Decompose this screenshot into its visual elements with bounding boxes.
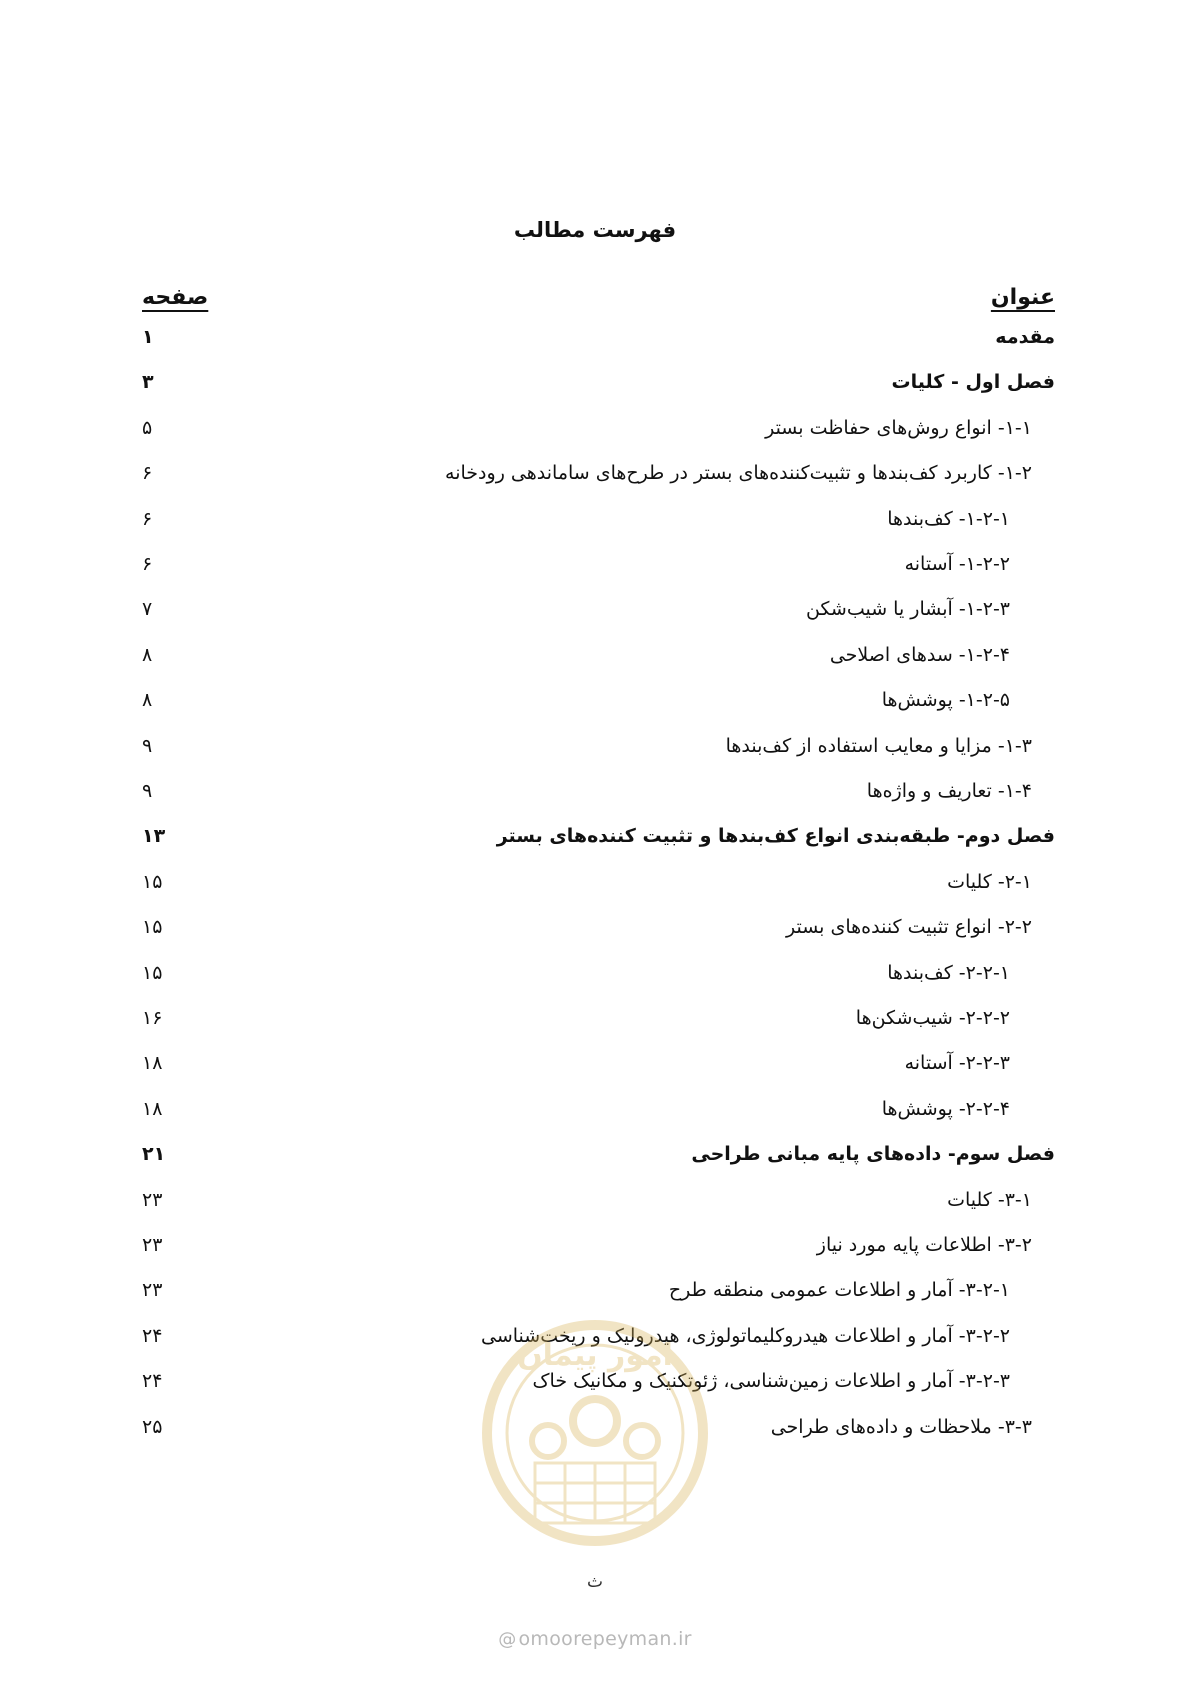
toc-entry-title: ۲-۲-۴- پوشش‌ها <box>881 1097 1010 1120</box>
toc-entry-page: ۸ <box>142 643 153 666</box>
at-sign-icon: @ <box>498 1629 517 1650</box>
toc-entry <box>0 962 1190 992</box>
toc-entry-page: ۲۴ <box>142 1324 163 1347</box>
toc-entry-title: ۲-۲-۳- آستانه <box>904 1052 1010 1075</box>
toc-entry-title: ۲-۲-۱- کف‌بندها <box>887 961 1010 984</box>
toc-entry-title: ۲-۲- انواع تثبیت کننده‌های بستر <box>785 916 1032 939</box>
toc-entry <box>0 735 1190 765</box>
toc-entry-page: ۵ <box>142 416 153 439</box>
toc-entry-page: ۲۳ <box>142 1234 163 1256</box>
toc-entry <box>0 916 1190 946</box>
toc-entry-title: ۲-۲-۲- شیب‌شکن‌ها <box>855 1007 1010 1029</box>
toc-entry <box>0 553 1190 583</box>
toc-entry <box>0 326 1190 356</box>
toc-entry-title: ۳-۲- اطلاعات پایه مورد نیاز <box>816 1234 1032 1256</box>
toc-title: فهرست مطالب <box>513 218 677 242</box>
toc-entry <box>0 1052 1190 1082</box>
toc-entry-page: ۱۵ <box>142 961 163 984</box>
toc-entry-title: ۱-۲-۱- کف‌بندها <box>887 507 1010 530</box>
toc-entry-title: ۱-۲- کاربرد کف‌بندها و تثبیت‌کننده‌های بستر در طرح‌های ساماندهی رودخانه <box>445 462 1032 485</box>
toc-entry-page: ۷ <box>142 598 153 621</box>
toc-entry-title: ۳-۱- کلیات <box>947 1188 1032 1211</box>
toc-entry <box>0 1007 1190 1037</box>
toc-entry <box>0 462 1190 492</box>
toc-entry <box>0 689 1190 719</box>
toc-entry <box>0 1279 1190 1309</box>
toc-entry <box>0 780 1190 810</box>
toc-entry-title: فصل دوم- طبقه‌بندی انواع کف‌بندها و تثبیت کننده‌های بستر <box>496 825 1055 848</box>
toc-entry <box>0 1234 1190 1264</box>
toc-entry-title: ۱-۳- مزایا و معایب استفاده از کف‌بندها <box>725 734 1032 757</box>
toc-entry-title: مقدمه <box>995 326 1055 348</box>
column-header-page: صفحه <box>142 285 209 310</box>
watermark-seal-text: امور پیمان <box>517 1338 673 1373</box>
toc-entry-page: ۲۳ <box>142 1279 163 1302</box>
toc-entry-title: فصل اول - کلیات <box>891 371 1055 394</box>
toc-entry-page: ۲۳ <box>142 1188 163 1211</box>
page-number: ث <box>586 1572 603 1592</box>
toc-entry <box>0 825 1190 855</box>
toc-entry <box>0 1098 1190 1128</box>
toc-entry-page: ۱۳ <box>142 825 166 848</box>
toc-entry-page: ۱۶ <box>142 1007 163 1029</box>
toc-entry <box>0 644 1190 674</box>
watermark-url <box>0 1628 1190 1650</box>
toc-entry-page: ۹ <box>142 780 153 802</box>
toc-entry-title: ۱-۲-۲- آستانه <box>904 553 1010 575</box>
toc-entry-title: ۱-۲-۳- آبشار یا شیب‌شکن <box>805 598 1010 621</box>
toc-entry-page: ۸ <box>142 689 153 712</box>
toc-entry <box>0 598 1190 628</box>
watermark-seal-icon <box>480 1313 710 1553</box>
toc-entry-title: ۳-۳- ملاحظات و داده‌های طراحی <box>770 1415 1032 1438</box>
toc-entry-page: ۱۵ <box>142 916 163 939</box>
toc-entry-page: ۶ <box>142 462 153 485</box>
toc-entry-page: ۱ <box>142 326 154 348</box>
toc-entry <box>0 1143 1190 1173</box>
toc-entry-page: ۲۵ <box>142 1415 163 1438</box>
toc-entry <box>0 417 1190 447</box>
toc-entry-page: ۶ <box>142 553 153 575</box>
toc-entry-page: ۳ <box>142 371 154 394</box>
toc-entry-title: ۱-۲-۵- پوشش‌ها <box>881 689 1010 712</box>
toc-entry-title: ۱-۴- تعاریف و واژه‌ها <box>866 780 1032 802</box>
toc-entry-page: ۹ <box>142 734 153 757</box>
toc-entry-page: ۱۸ <box>142 1097 163 1120</box>
toc-entry-title: ۱-۱- انواع روش‌های حفاظت بستر <box>765 416 1032 439</box>
column-header-title: عنوان <box>990 285 1055 310</box>
toc-entry-page: ۱۸ <box>142 1052 163 1075</box>
toc-entry-page: ۲۴ <box>142 1370 163 1393</box>
toc-entry <box>0 371 1190 401</box>
toc-entry <box>0 508 1190 538</box>
toc-entry-title: فصل سوم- داده‌های پایه مبانی طراحی <box>691 1143 1055 1166</box>
toc-entry-page: ۲۱ <box>142 1143 166 1166</box>
toc-entry <box>0 1189 1190 1219</box>
toc-entry-title: ۳-۲-۱- آمار و اطلاعات عمومی منطقه طرح <box>668 1279 1010 1302</box>
toc-entry-title: ۱-۲-۴- سدهای اصلاحی <box>829 643 1010 666</box>
toc-entry-page: ۱۵ <box>142 870 163 893</box>
toc-entry-title: ۳-۲-۲- آمار و اطلاعات هیدروکلیماتولوژی، هیدرولیک و ریخت‌شناسی <box>481 1324 1010 1347</box>
toc-entry-title: ۲-۱- کلیات <box>947 870 1032 893</box>
toc-entry-title: ۳-۲-۳- آمار و اطلاعات زمین‌شناسی، ژئوتکنیک و مکانیک خاک <box>532 1370 1010 1393</box>
watermark-url-text: omoorepeyman.ir <box>518 1628 692 1650</box>
toc-entry <box>0 871 1190 901</box>
toc-entry-page: ۶ <box>142 507 153 530</box>
